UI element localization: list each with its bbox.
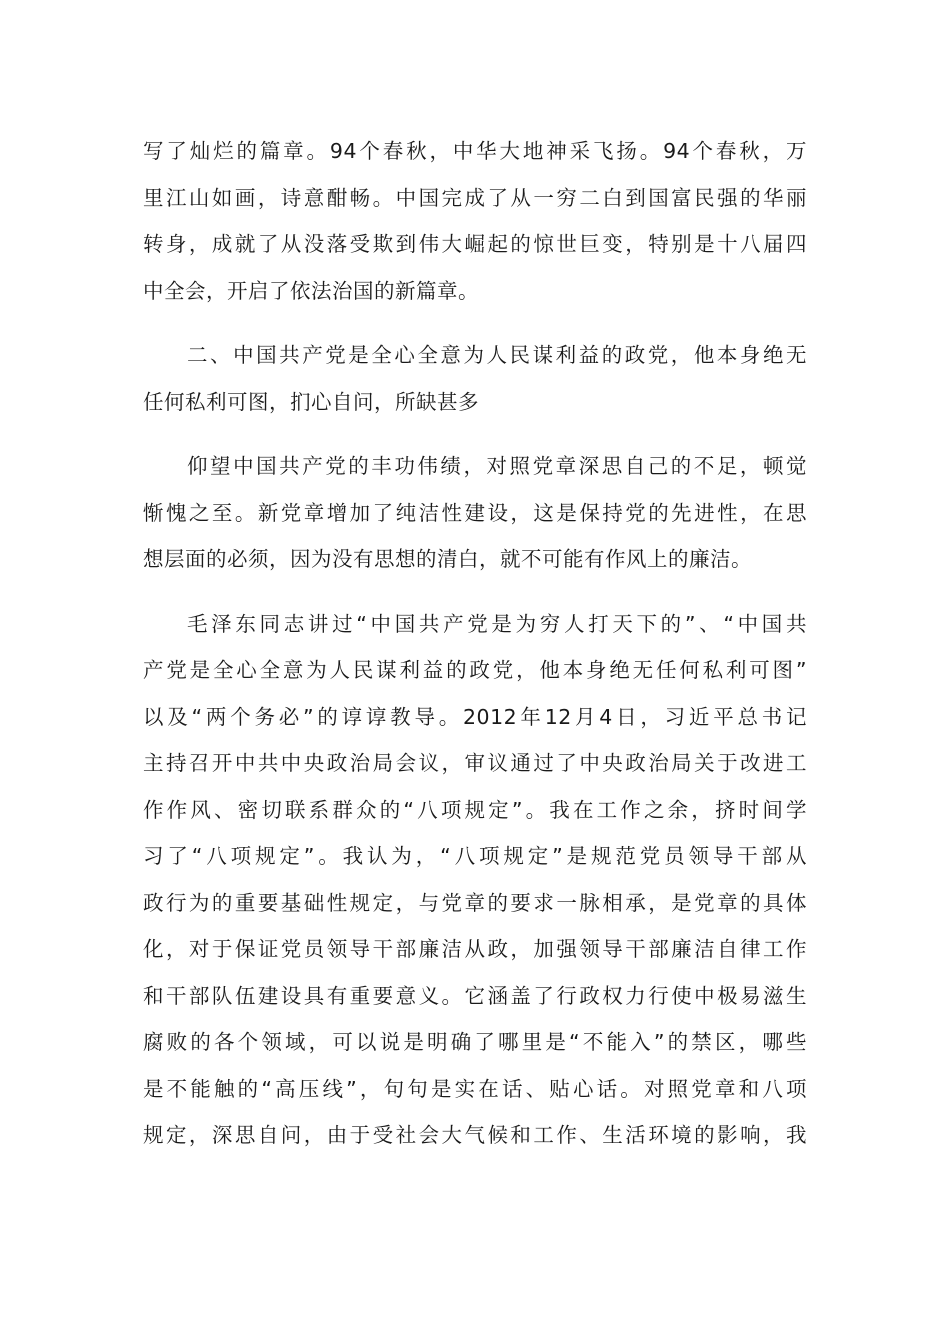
section-heading-2: [143, 332, 807, 425]
text-line: 产党是全心全意为人民谋利益的政党，他本身绝无任何私利可图”: [143, 658, 807, 682]
text-line: 主持召开中共中央政治局会议，审议通过了中央政治局关于改进工: [143, 751, 807, 775]
text-line: 是不能触的“高压线”，句句是实在话、贴心话。对照党章和八项: [143, 1076, 807, 1101]
paragraph-4: [143, 601, 807, 1159]
text-line: 任何私利可图，扪心自问，所缺甚多: [143, 389, 479, 414]
text-line: 写了灿烂的篇章。94个春秋，中华大地神采飞扬。94个春秋，万: [143, 139, 807, 163]
text-line: 习了“八项规定”。我认为，“八项规定”是规范党员领导干部从: [143, 844, 807, 868]
text-line: 政行为的重要基础性规定，与党章的要求一脉相承，是党章的具体: [143, 890, 807, 915]
text-line: 以及“两个务必”的谆谆教导。2012年12月4日，习近平总书记: [143, 704, 807, 729]
text-line: 想层面的必须，因为没有思想的清白，就不可能有作风上的廉洁。: [143, 547, 752, 571]
text-line: 腐败的各个领域，可以说是明确了哪里是“不能入”的禁区，哪些: [143, 1030, 807, 1054]
text-line: 化，对于保证党员领导干部廉洁从政，加强领导干部廉洁自律工作: [143, 937, 807, 961]
text-line: 里江山如画，诗意酣畅。中国完成了从一穷二白到国富民强的华丽: [143, 185, 807, 210]
paragraph-3: [143, 443, 807, 583]
document-body: [143, 128, 807, 1177]
paragraph-1: [143, 128, 807, 314]
text-line: 中全会，开启了依法治国的新篇章。: [143, 278, 479, 303]
text-line: 毛泽东同志讲过“中国共产党是为穷人打天下的”、“中国共: [187, 611, 807, 636]
text-line: 仰望中国共产党的丰功伟绩，对照党章深思自己的不足，顿觉: [187, 454, 807, 478]
text-line: 规定，深思自问，由于受社会大气候和工作、生活环境的影响，我: [143, 1123, 807, 1147]
text-line: 作作风、密切联系群众的“八项规定”。我在工作之余，挤时间学: [143, 797, 807, 822]
text-line: 和干部队伍建设具有重要意义。它涵盖了行政权力行使中极易滋生: [143, 983, 807, 1008]
text-line: 转身，成就了从没落受欺到伟大崛起的惊世巨变，特别是十八届四: [143, 232, 807, 256]
text-line: 惭愧之至。新党章增加了纯洁性建设，这是保持党的先进性，在思: [143, 500, 807, 525]
text-line: 二、中国共产党是全心全意为人民谋利益的政党，他本身绝无: [187, 343, 807, 367]
